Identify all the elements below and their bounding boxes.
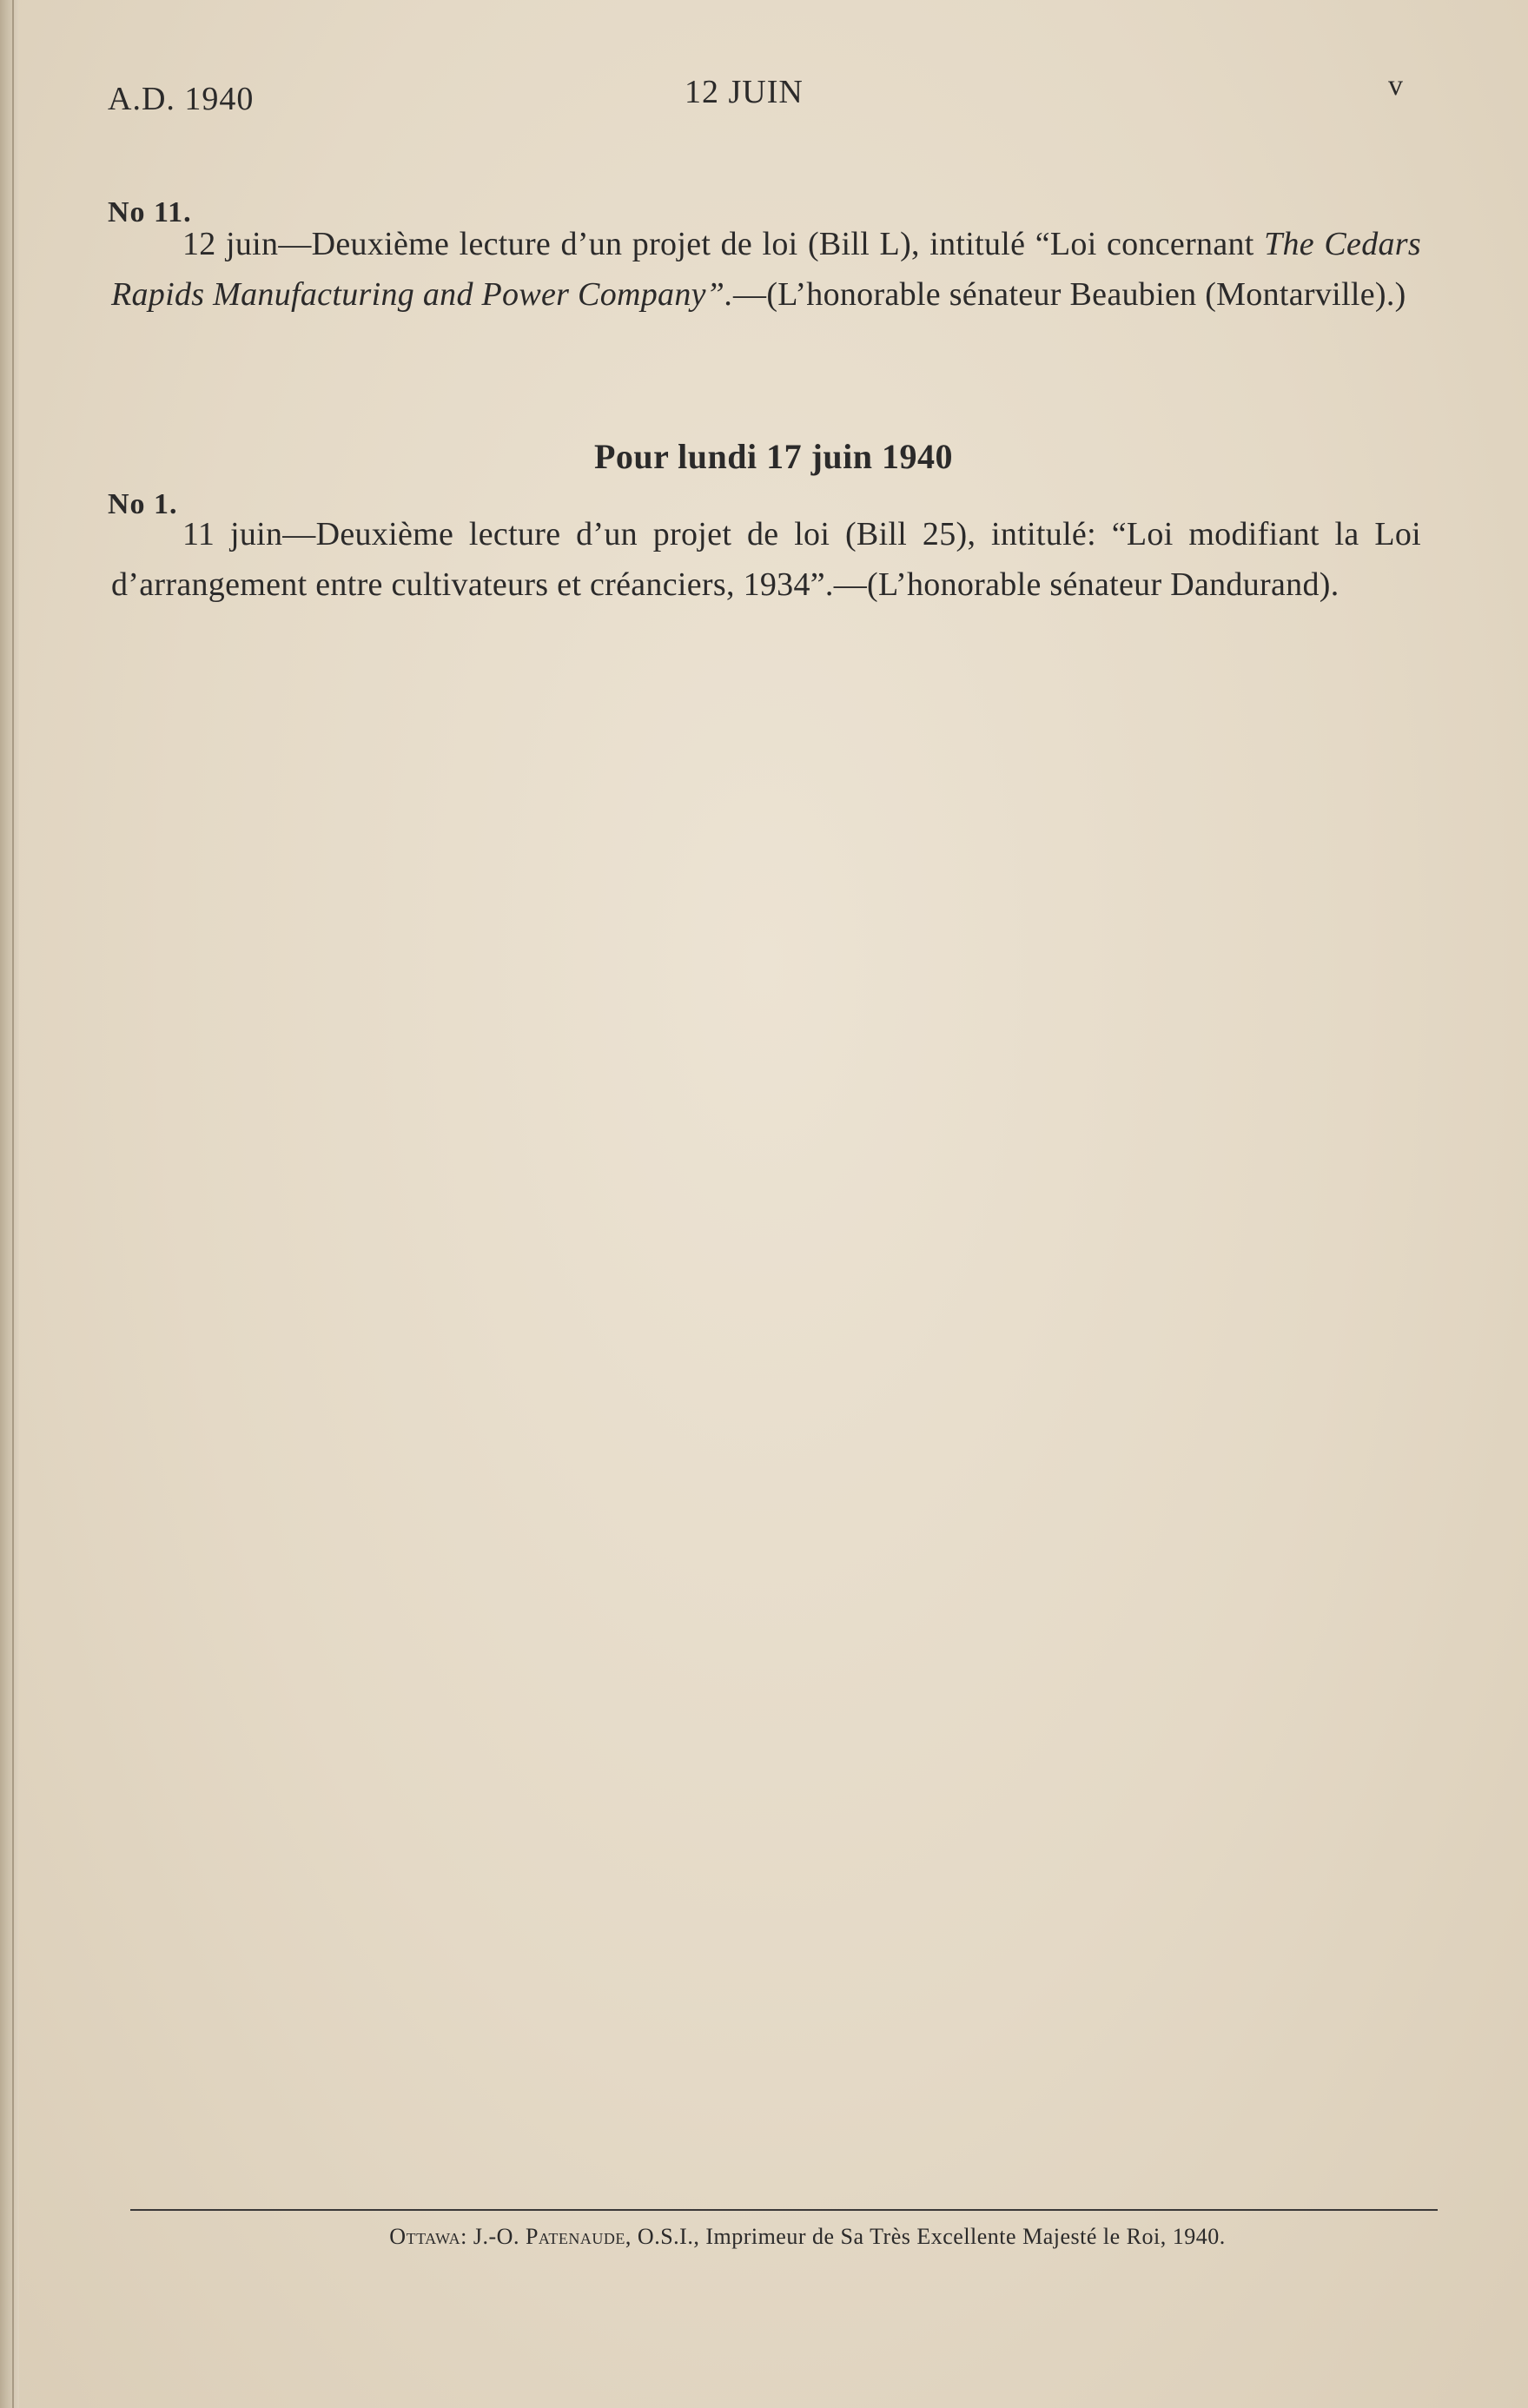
- section-title-text: Pour lundi 17 juin 1940: [593, 437, 954, 476]
- footer-printer-initials: J.-O.: [473, 2224, 519, 2249]
- footer-printer-name: Patenaude: [525, 2224, 625, 2249]
- header-year: A.D. 1940: [108, 81, 255, 117]
- header-page-number: v: [1388, 69, 1403, 102]
- entry-11-text-before: 12 juin—Deuxième lecture d’un projet de loi (Bill L), intitulé “Loi concernant: [182, 226, 1265, 262]
- footer-rule: [130, 2209, 1438, 2211]
- footer-city: Ottawa:: [389, 2224, 467, 2249]
- entry-11-text: [111, 219, 1421, 320]
- entry-11-text-after: —(L’honorable sénateur Beaubien (Montarville).): [733, 276, 1406, 313]
- entry-number-11: No 11.: [108, 196, 192, 228]
- footer-rest: , O.S.I., Imprimeur de Sa Très Excellente Majesté le Roi, 1940.: [625, 2224, 1226, 2249]
- entry-number-1: No 1.: [108, 488, 178, 520]
- footer-imprint: [0, 2224, 1528, 2250]
- entry-11-text-italic: The Cedars Rapids Manufacturing and Power Company”.: [111, 226, 1421, 313]
- page-spine-line: [12, 0, 14, 2408]
- entry-1-text: 11 juin—Deuxième lecture d’un projet de loi (Bill 25), intitulé: “Loi modifiant la Loi d’arrangement entre cultivateurs et créanciers, 1934”.—(L’honorable sénateur Dandurand).: [111, 516, 1421, 603]
- page-spine-shadow: [0, 0, 19, 2408]
- section-title: [0, 436, 1528, 477]
- header-date: 12 JUIN: [685, 74, 804, 110]
